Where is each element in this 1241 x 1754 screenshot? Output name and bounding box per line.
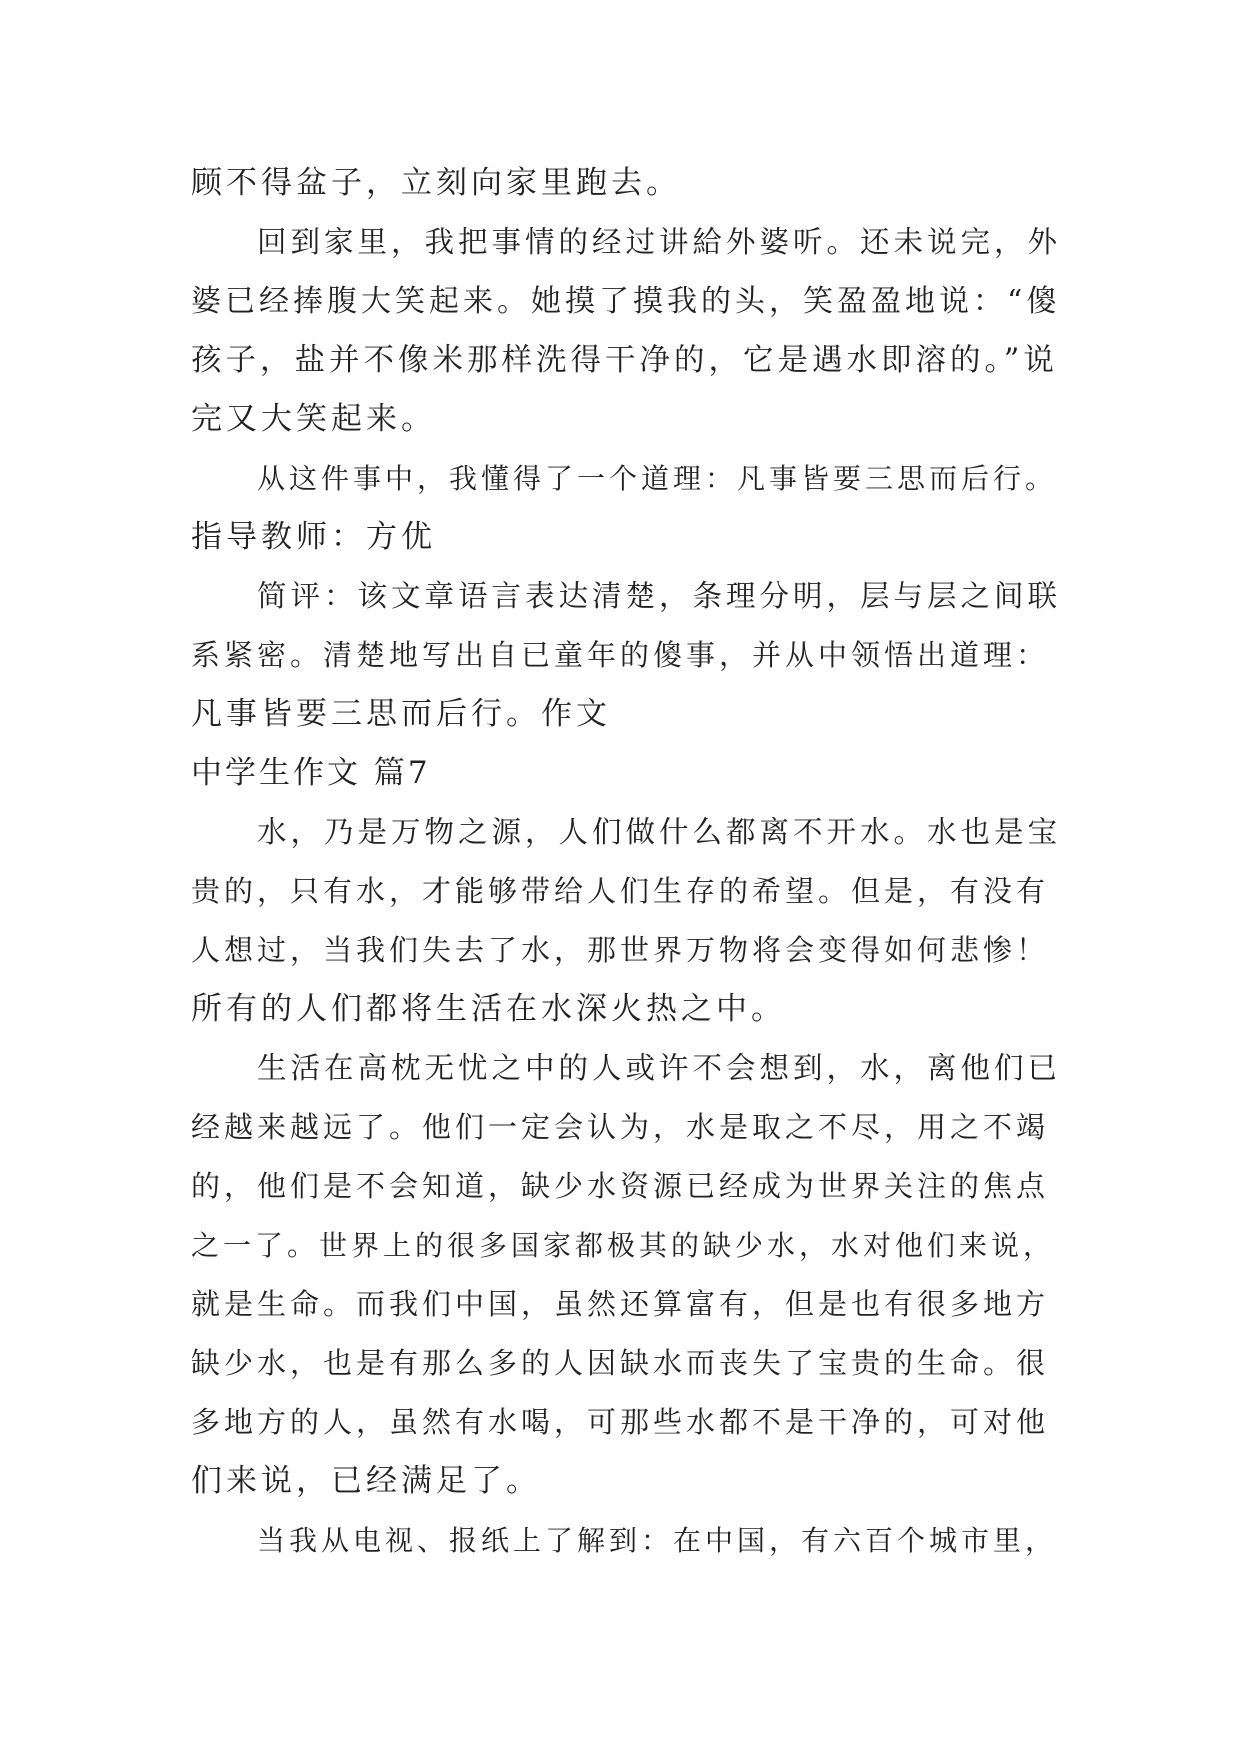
- review-line: 凡事皆要三思而后行。作文: [191, 696, 611, 732]
- text-line: 水，乃是万物之源，人们做什么都离不开水。水也是宝: [257, 815, 1062, 849]
- text-line: 顾不得盆子，立刻向家里跑去。: [191, 165, 681, 201]
- text-line: 就是生命。而我们中国，虽然还算富有，但是也有很多地方: [191, 1287, 1050, 1321]
- text-line: 孩子，盐并不像米那样洗得干净的，它是遇水即溶的。”说: [191, 343, 1058, 378]
- teacher-credit: 指导教师：方优: [191, 519, 436, 555]
- text-line: 之一了。世界上的很多国家都极其的缺少水，水对他们来说，: [191, 1229, 1056, 1262]
- document-body: [191, 154, 1061, 1570]
- review-line: 简评：该文章语言表达清楚，条理分明，层与层之间联: [257, 579, 1062, 613]
- text-line: 完又大笑起来。: [191, 401, 436, 437]
- text-line: 们来说，已经满足了。: [191, 1463, 541, 1499]
- text-line: 贵的，只有水，才能够带给人们生存的希望。但是，有没有: [191, 874, 1050, 908]
- text-line: 婆已经捧腹大笑起来。她摸了摸我的头，笑盈盈地说：“傻: [191, 284, 1061, 319]
- text-line: 的，他们是不会知道，缺少水资源已经成为世界关注的焦点: [191, 1169, 1050, 1203]
- text-line: 经越来越远了。他们一定会认为，水是取之不尽，用之不竭: [191, 1110, 1050, 1144]
- review-line: 系紧密。清楚地写出自已童年的傻事，并从中领悟出道理：: [191, 638, 1050, 672]
- text-line: 当我从电视、报纸上了解到：在中国，有六百个城市里，: [257, 1524, 1058, 1557]
- text-line: 所有的人们都将生活在水深火热之中。: [191, 991, 786, 1027]
- text-line: 从这件事中，我懂得了一个道理：凡事皆要三思而后行。: [257, 462, 1058, 495]
- text-line: 回到家里，我把事情的经过讲給外婆听。还未说完，外: [257, 225, 1062, 259]
- text-line: 生活在高枕无忧之中的人或许不会想到，水，离他们已: [257, 1051, 1062, 1085]
- section-heading: 中学生作文 篇7: [191, 755, 431, 791]
- text-line: 人想过，当我们失去了水，那世界万物将会变得如何悲惨！: [191, 933, 1050, 967]
- text-line: 多地方的人，虽然有水喝，可那些水都不是干净的，可对他: [191, 1405, 1050, 1439]
- text-line: 缺少水，也是有那么多的人因缺水而丧失了宝贵的生命。很: [191, 1346, 1050, 1380]
